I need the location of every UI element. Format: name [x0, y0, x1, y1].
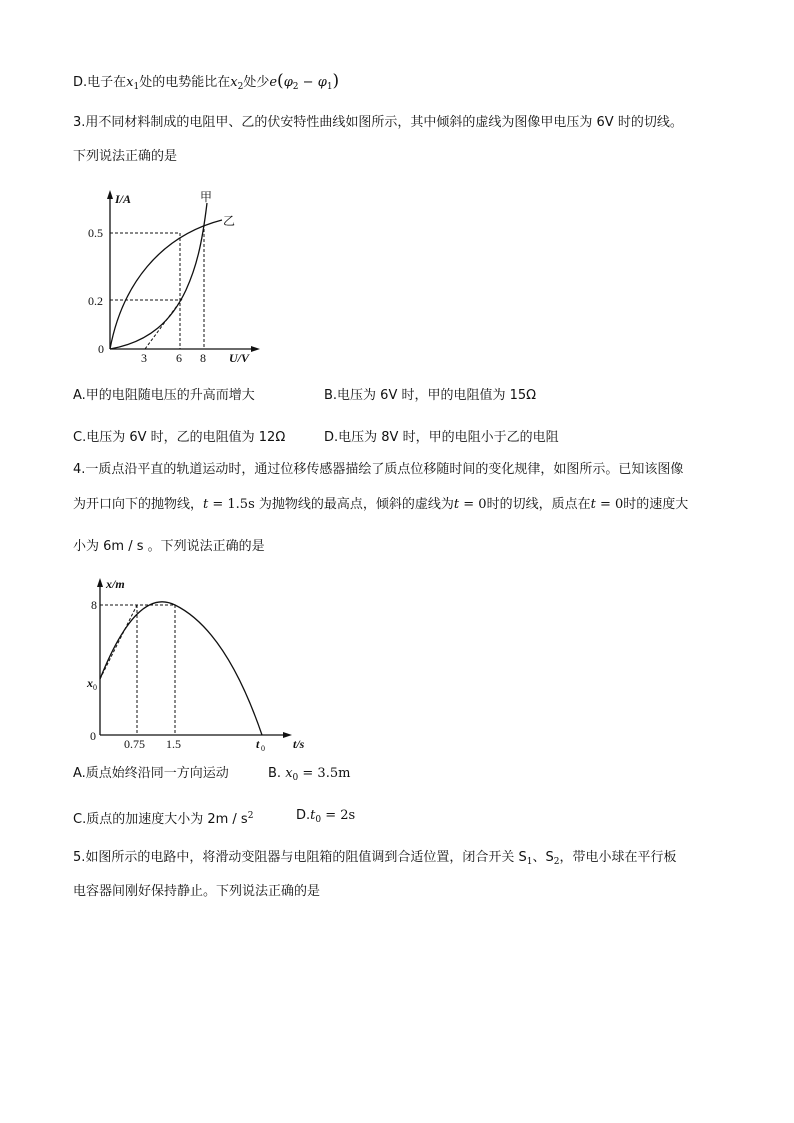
- q4-d-val: = 2s: [321, 808, 356, 823]
- q3-stem-line-2: 下列说法正确的是: [73, 149, 178, 164]
- q4-l2-t3: t: [590, 497, 596, 512]
- q5-l1-c: ，带电小球在平行板: [559, 850, 677, 865]
- q2-d-paren-close: ): [332, 71, 340, 91]
- q3-iv-figure: [88, 182, 278, 372]
- q2-d-text-1: D.电子在: [73, 75, 127, 90]
- q4-l2-t2: t: [453, 497, 460, 512]
- q4-l2-eq3: = 0: [595, 497, 624, 512]
- q3-origin: 0: [98, 342, 104, 356]
- q4-c-sup: 2: [247, 811, 254, 821]
- q4-xt-figure: [84, 572, 324, 754]
- q3-ytick-05: 0.5: [88, 226, 103, 240]
- q4-l2-eq2: = 0: [459, 497, 487, 512]
- q2-d-x1-sub: 1: [133, 82, 140, 92]
- q3-y-arrow: [107, 190, 113, 199]
- q5-l1-b: 、S: [532, 850, 554, 865]
- q4-ytick-x0-sub: 0: [93, 683, 97, 692]
- q4-y-arrow: [97, 578, 103, 587]
- q5-s2-sub: 2: [553, 857, 560, 867]
- q4-stem-line-3: 小为 6m / s 。下列说法正确的是: [73, 539, 265, 554]
- q2-d-e: e: [269, 75, 278, 90]
- q4-option-a: A.质点始终沿同一方向运动: [73, 766, 229, 781]
- q4-ytick-x0: x: [87, 676, 93, 690]
- q4-xtick-15: 1.5: [166, 737, 181, 751]
- q4-b-x: x: [285, 766, 293, 781]
- q2-d-paren-open: (: [277, 71, 284, 91]
- q4-stem-line-1: 4.一质点沿平直的轨道运动时，通过位移传感器描绘了质点位移随时间的变化规律，如图所示。已知该图像: [73, 462, 684, 477]
- q4-tangent: [100, 605, 137, 679]
- q4-xtick-t0: t: [256, 737, 260, 751]
- q3-xtick-8: 8: [200, 351, 206, 365]
- q4-origin: 0: [90, 729, 96, 743]
- q4-l2-b: 为抛物线的最高点，倾斜的虚线为: [254, 497, 454, 512]
- q4-c-text: C.质点的加速度大小为 2m / s: [73, 812, 248, 827]
- q4-ytick-8: 8: [91, 598, 97, 612]
- q4-l2-a: 为开口向下的抛物线，: [73, 497, 204, 512]
- q3-curve-yi: [110, 220, 222, 349]
- q2-d-x1: x: [126, 75, 134, 90]
- q4-l2-eq: = 1.5s: [208, 497, 255, 512]
- q4-d-sub: 0: [315, 815, 322, 825]
- q4-d-t: t: [310, 808, 316, 823]
- q3-label-jia: 甲: [200, 190, 213, 204]
- q3-y-label: I/A: [115, 192, 132, 206]
- q3-stem-line-1: 3.用不同材料制成的电阻甲、乙的伏安特性曲线如图所示，其中倾斜的虚线为图像甲电压为 6V 时的切线。: [73, 115, 683, 130]
- q3-option-b: B.电压为 6V 时，甲的电阻值为 15Ω: [324, 388, 537, 403]
- q2-d-phi1-sub: 1: [326, 82, 333, 92]
- q3-ytick-02: 0.2: [88, 294, 103, 308]
- q5-stem-line-2: 电容器间刚好保持静止。下列说法正确的是: [73, 884, 321, 899]
- q2-d-phi2: φ: [283, 75, 293, 90]
- q2-d-text-2: 处的电势能比在: [139, 75, 231, 90]
- q3-label-yi: 乙: [223, 214, 236, 228]
- q4-parabola: [100, 602, 262, 735]
- q3-xtick-6: 6: [176, 351, 182, 365]
- q4-stem-line-2: [73, 496, 688, 514]
- q4-option-d: [296, 807, 355, 829]
- q5-l1-a: 5.如图所示的电路中，将滑动变阻器与电阻箱的阻值调到合适位置，闭合开关 S: [73, 850, 527, 865]
- q3-option-d: D.电压为 8V 时，甲的电阻小于乙的电阻: [324, 430, 559, 445]
- q3-x-arrow: [251, 346, 260, 352]
- q5-stem-line-1: [73, 849, 677, 871]
- q2-d-phi2-sub: 2: [292, 82, 299, 92]
- q4-option-b: [268, 765, 350, 787]
- q3-x-label: U/V: [229, 351, 250, 365]
- q3-option-a: A.甲的电阻随电压的升高而增大: [73, 388, 255, 403]
- q4-x-label: t/s: [293, 737, 305, 751]
- q4-option-c: [73, 807, 253, 829]
- q2-d-minus: −: [298, 75, 318, 90]
- q2-d-phi1: φ: [317, 75, 327, 90]
- q2-d-x2-sub: 2: [237, 82, 244, 92]
- q4-x-arrow: [283, 732, 292, 738]
- q4-b-prefix: B.: [268, 766, 286, 781]
- q5-s1-sub: 1: [526, 857, 533, 867]
- q2-option-d: [73, 72, 339, 96]
- q3-xtick-3: 3: [141, 351, 147, 365]
- q2-d-x2: x: [230, 75, 238, 90]
- q4-xtick-075: 0.75: [124, 737, 145, 751]
- q2-d-text-3: 处少: [243, 75, 270, 90]
- q4-b-val: = 3.5m: [298, 766, 351, 781]
- q3-curve-jia: [110, 203, 207, 349]
- q4-b-sub: 0: [292, 773, 299, 783]
- q3-option-c: C.电压为 6V 时，乙的电阻值为 12Ω: [73, 430, 286, 445]
- q4-l2-t: t: [203, 497, 209, 512]
- q4-l2-d: 时的速度大: [623, 497, 689, 512]
- q4-l2-c: 时的切线，质点在: [486, 497, 591, 512]
- q4-xtick-t0-sub: 0: [261, 744, 265, 753]
- q4-d-prefix: D.: [296, 808, 311, 823]
- q4-y-label: x/m: [106, 577, 125, 591]
